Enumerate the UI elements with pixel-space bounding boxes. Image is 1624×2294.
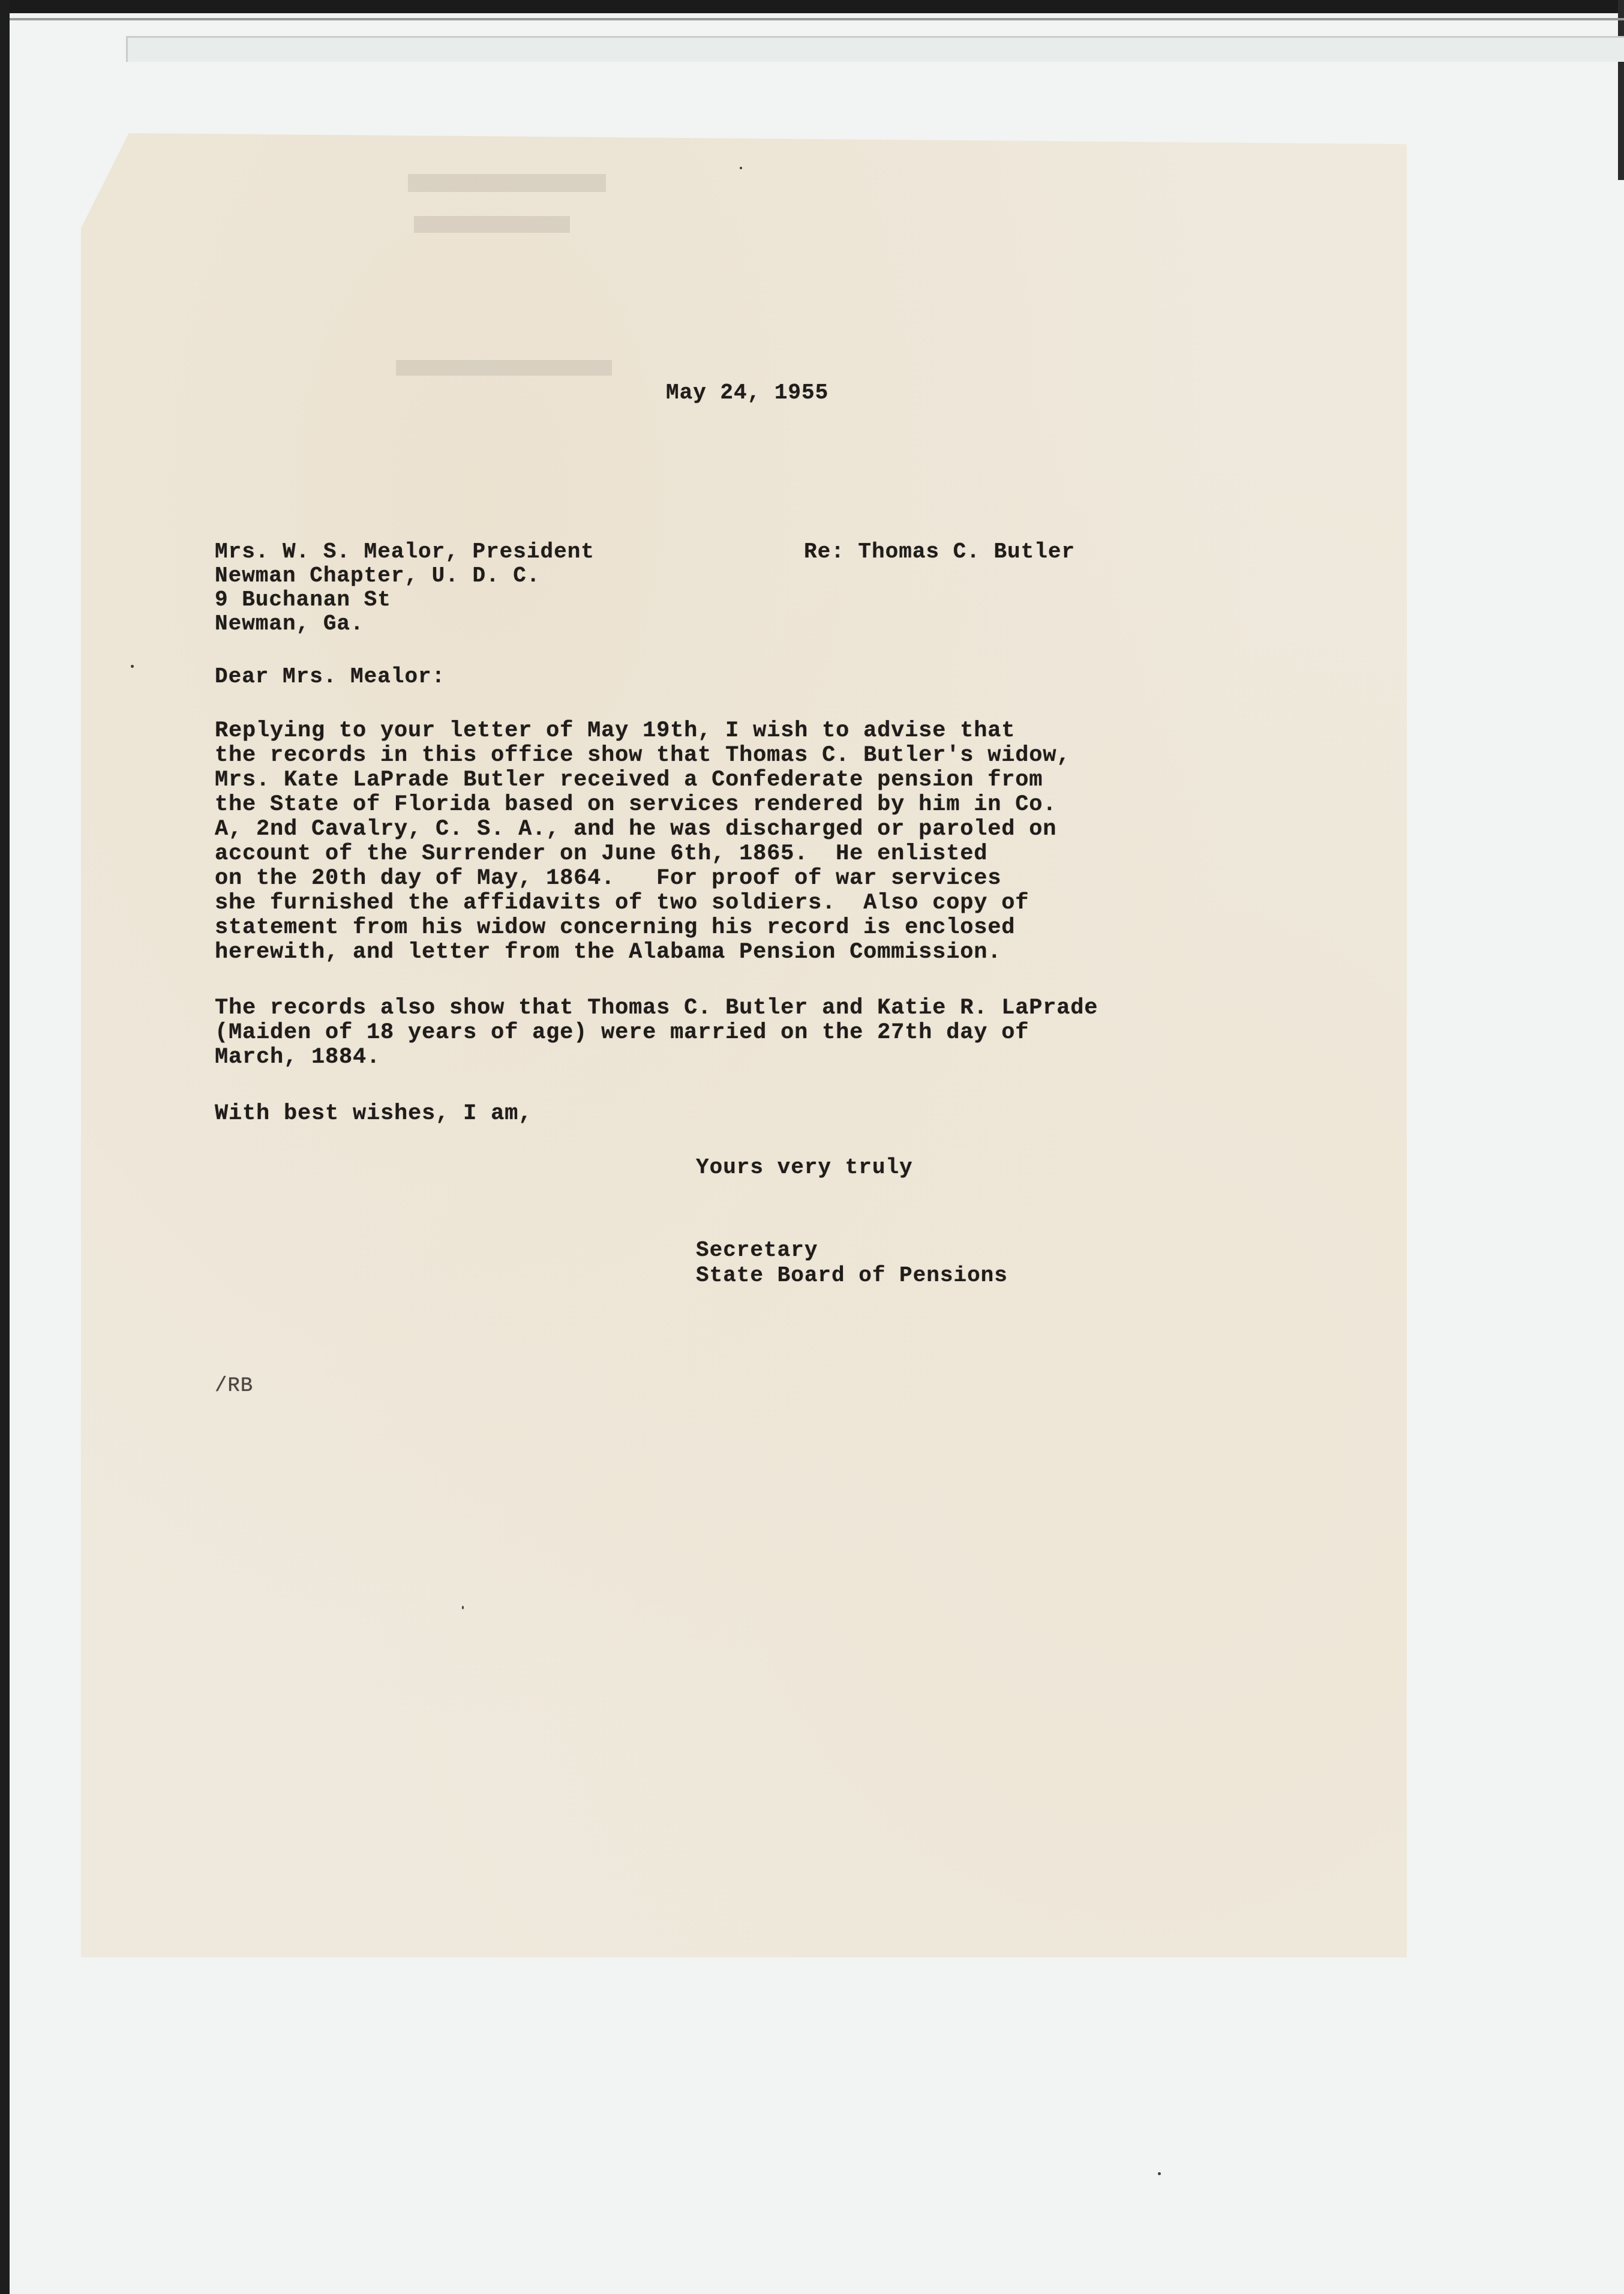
scan-frame-right <box>1618 0 1624 180</box>
paragraph-line: the State of Florida based on services rendered by him in Co. <box>215 792 1057 817</box>
paragraph-line: (Maiden of 18 years of age) were married on the 27th day of <box>215 1020 1029 1045</box>
paragraph-line: March, 1884. <box>215 1045 381 1070</box>
dust-speck <box>131 665 134 668</box>
reference-line: Re: Thomas C. Butler <box>804 539 1076 564</box>
recipient-organization: Newman Chapter, U. D. C. <box>215 563 541 588</box>
dust-speck <box>462 1606 464 1609</box>
backing-sheet-edge <box>126 36 1624 62</box>
scanner-edge-line <box>10 18 1624 20</box>
closing-line: With best wishes, I am, <box>215 1101 533 1126</box>
paragraph-line: The records also show that Thomas C. Butler and Katie R. LaPrade <box>215 995 1098 1021</box>
scan-frame-left <box>0 0 10 2294</box>
dust-speck <box>740 167 742 169</box>
paragraph-line: A, 2nd Cavalry, C. S. A., and he was discharged or paroled on <box>215 817 1057 842</box>
paragraph-line: Replying to your letter of May 19th, I wish to advise that <box>215 718 1016 743</box>
paragraph-line: she furnished the affidavits of two soldiers. Also copy of <box>215 890 1029 916</box>
signature-title: Secretary <box>696 1238 818 1263</box>
recipient-city: Newman, Ga. <box>215 611 364 636</box>
show-through-mark <box>414 216 570 233</box>
recipient-street: 9 Buchanan St <box>215 587 391 612</box>
paragraph-line: account of the Surrender on June 6th, 1865. He enlisted <box>215 841 988 866</box>
scan-frame-top <box>0 0 1624 13</box>
salutation: Dear Mrs. Mealor: <box>215 664 446 689</box>
letter-date: May 24, 1955 <box>666 380 829 405</box>
show-through-mark <box>396 360 612 376</box>
typist-initials: /RB <box>215 1375 254 1398</box>
signature-organization: State Board of Pensions <box>696 1263 1008 1288</box>
dust-speck <box>1158 2172 1161 2175</box>
complimentary-close: Yours very truly <box>696 1155 913 1180</box>
paragraph-line: herewith, and letter from the Alabama Pension Commission. <box>215 940 1002 965</box>
paragraph-line: the records in this office show that Thomas C. Butler's widow, <box>215 743 1071 768</box>
show-through-mark <box>408 174 606 192</box>
paragraph-line: Mrs. Kate LaPrade Butler received a Confederate pension from <box>215 767 1043 793</box>
paragraph-line: statement from his widow concerning his record is enclosed <box>215 915 1016 940</box>
paragraph-line: on the 20th day of May, 1864. For proof of war services <box>215 866 1002 891</box>
recipient-name: Mrs. W. S. Mealor, President <box>215 539 595 564</box>
